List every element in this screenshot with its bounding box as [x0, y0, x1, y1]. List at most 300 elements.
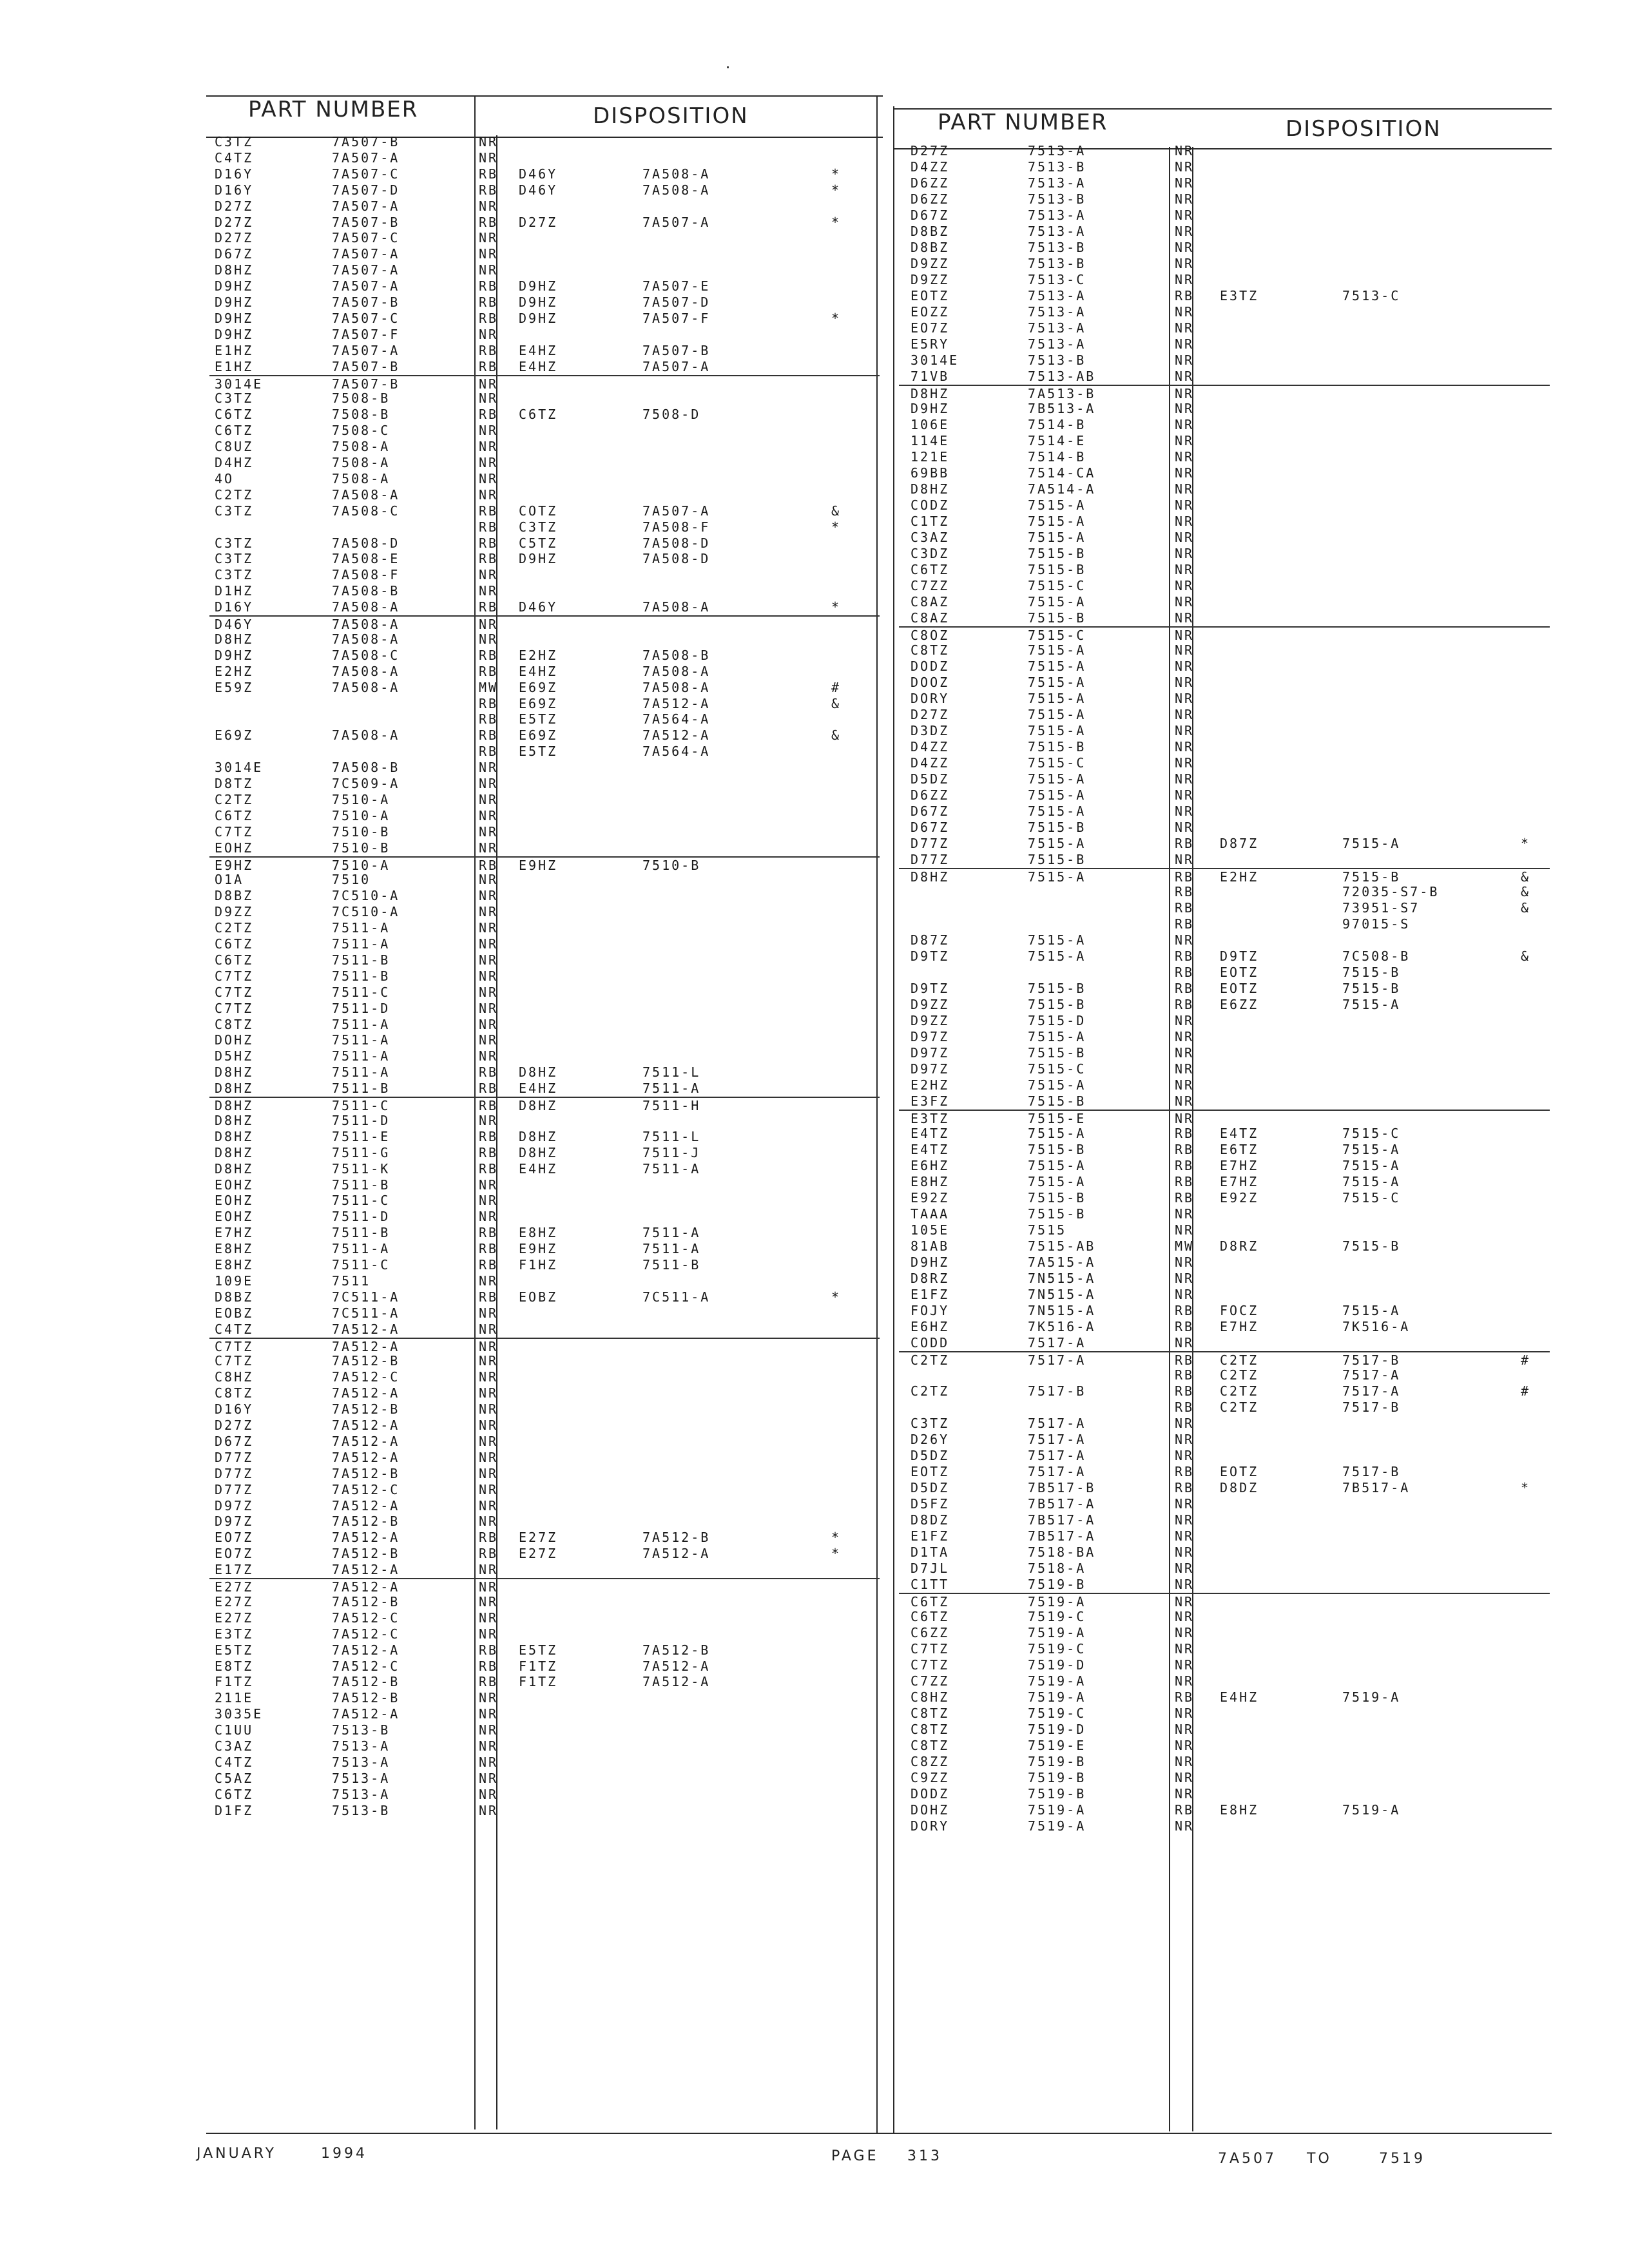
- code-cell: NR: [479, 1000, 499, 1016]
- basic-cell: 7B513-A: [1028, 401, 1096, 416]
- prefix-cell: E3TZ: [911, 1111, 950, 1126]
- code-cell: NR: [479, 583, 499, 599]
- prefix-cell: C6ZZ: [911, 1625, 950, 1640]
- prefix-cell: C3TZ: [215, 551, 254, 567]
- new-basic-cell: 7A508-B: [642, 647, 711, 663]
- basic-cell: 7515-B: [1028, 546, 1086, 561]
- table-row: [899, 1077, 1550, 1093]
- code-cell: NR: [1175, 207, 1195, 223]
- new-prefix-cell: F1HZ: [519, 1257, 558, 1273]
- table-row: [899, 997, 1550, 1013]
- basic-cell: 7A512-C: [332, 1626, 400, 1642]
- note-cell: *: [831, 166, 842, 182]
- basic-cell: 7519-A: [1028, 1689, 1086, 1705]
- prefix-cell: C3AZ: [911, 530, 950, 545]
- table-row: [209, 1754, 880, 1771]
- basic-cell: 7A512-B: [332, 1465, 400, 1481]
- center-divider-b: [893, 106, 894, 2133]
- table-row: [899, 1351, 1550, 1369]
- basic-cell: 7A515-A: [1028, 1254, 1096, 1270]
- basic-cell: 7513-A: [332, 1754, 390, 1770]
- table-row: [899, 836, 1550, 852]
- table-row: [899, 900, 1550, 916]
- prefix-cell: D9HZ: [911, 401, 950, 416]
- prefix-cell: E4TZ: [911, 1142, 950, 1157]
- code-cell: NR: [1175, 1561, 1195, 1576]
- new-basic-cell: 7517-A: [1342, 1367, 1401, 1383]
- code-cell: NR: [1175, 530, 1195, 545]
- table-row: [209, 680, 880, 696]
- basic-cell: 7511-C: [332, 1257, 390, 1273]
- table-row: [209, 343, 880, 359]
- note-cell: *: [831, 599, 842, 615]
- new-prefix-cell: E9HZ: [519, 1241, 558, 1257]
- basic-cell: 7511-E: [332, 1128, 390, 1144]
- table-row: [899, 1287, 1550, 1303]
- table-row: [209, 968, 880, 985]
- code-cell: NR: [479, 1738, 499, 1754]
- basic-cell: 7A508-C: [332, 647, 400, 663]
- new-basic-cell: 7515-A: [1342, 1303, 1401, 1318]
- prefix-cell: C6TZ: [215, 807, 254, 823]
- table-row: [899, 207, 1550, 224]
- code-cell: NR: [479, 567, 499, 583]
- code-cell: NR: [479, 1353, 499, 1369]
- prefix-cell: D8HZ: [911, 481, 950, 497]
- table-row: [209, 390, 880, 407]
- table-row: [899, 369, 1550, 385]
- table-row: [899, 191, 1550, 207]
- code-cell: NR: [1175, 417, 1195, 432]
- basic-cell: 7517-A: [1028, 1416, 1086, 1431]
- code-cell: RB: [479, 278, 499, 294]
- prefix-cell: DOHZ: [215, 1032, 254, 1048]
- code-cell: RB: [1175, 1802, 1195, 1818]
- basic-cell: 7515-B: [1028, 562, 1086, 577]
- new-basic-cell: 7515-A: [1342, 1158, 1401, 1173]
- code-cell: NR: [479, 1418, 499, 1433]
- prefix-cell: D4ZZ: [911, 755, 950, 771]
- prefix-cell: D9HZ: [215, 294, 254, 310]
- code-cell: NR: [1175, 1609, 1195, 1624]
- code-cell: NR: [1175, 546, 1195, 561]
- new-basic-cell: 7511-A: [642, 1225, 701, 1241]
- code-cell: NR: [479, 984, 499, 1000]
- new-prefix-cell: C2TZ: [1220, 1399, 1259, 1415]
- prefix-cell: D67Z: [911, 803, 950, 819]
- code-cell: NR: [1175, 1013, 1195, 1028]
- prefix-cell: C2TZ: [911, 1352, 950, 1368]
- table-row: [209, 808, 880, 824]
- table-row: [209, 1129, 880, 1145]
- table-row: [209, 1738, 880, 1754]
- code-cell: NR: [1175, 1786, 1195, 1802]
- new-prefix-cell: D9HZ: [519, 294, 558, 310]
- table-row: [899, 224, 1550, 240]
- basic-cell: 7508-B: [332, 390, 390, 407]
- new-basic-cell: 7510-B: [642, 857, 701, 873]
- note-cell: *: [831, 519, 842, 535]
- table-row: [209, 1001, 880, 1017]
- new-prefix-cell: E7HZ: [1220, 1319, 1259, 1334]
- note-cell: &: [831, 503, 842, 519]
- prefix-cell: E6HZ: [911, 1158, 950, 1173]
- code-cell: RB: [479, 310, 499, 326]
- footer-range-to-word: TO: [1307, 2151, 1332, 2167]
- code-cell: RB: [1175, 1142, 1195, 1157]
- code-cell: RB: [479, 166, 499, 182]
- basic-cell: 7A508-B: [332, 583, 400, 599]
- prefix-cell: D8HZ: [215, 1128, 254, 1144]
- code-cell: NR: [1175, 594, 1195, 610]
- code-cell: NR: [1175, 304, 1195, 320]
- code-cell: NR: [479, 1593, 499, 1610]
- code-cell: NR: [479, 486, 499, 503]
- prefix-cell: CODD: [911, 1335, 950, 1350]
- new-prefix-cell: E7HZ: [1220, 1158, 1259, 1173]
- basic-cell: 7515-A: [1028, 771, 1086, 787]
- prefix-cell: D9ZZ: [911, 997, 950, 1012]
- prefix-cell: D1HZ: [215, 583, 254, 599]
- basic-cell: 7515-C: [1028, 755, 1086, 771]
- code-cell: RB: [479, 503, 499, 519]
- prefix-cell: D8BZ: [215, 888, 254, 904]
- code-cell: NR: [1175, 642, 1195, 658]
- new-prefix-cell: E92Z: [1220, 1190, 1259, 1206]
- new-basic-cell: 7519-A: [1342, 1689, 1401, 1705]
- prefix-cell: C8UZ: [215, 439, 254, 455]
- left-parts-table: [209, 134, 880, 1841]
- table-row: [209, 1161, 880, 1177]
- table-row: [209, 1594, 880, 1610]
- code-cell: RB: [1175, 1174, 1195, 1189]
- new-basic-cell: 7A512-A: [642, 1658, 711, 1674]
- code-cell: NR: [479, 1305, 499, 1321]
- table-row: [209, 455, 880, 471]
- table-row: [209, 760, 880, 776]
- new-prefix-cell: E4HZ: [519, 1160, 558, 1177]
- basic-cell: 7515-C: [1028, 1061, 1086, 1077]
- table-row: [899, 1061, 1550, 1077]
- prefix-cell: C6TZ: [215, 423, 254, 439]
- new-basic-cell: 7517-A: [1342, 1383, 1401, 1399]
- basic-cell: 7A507-B: [332, 358, 400, 374]
- new-prefix-cell: E6ZZ: [1220, 997, 1259, 1012]
- prefix-cell: D27Z: [911, 707, 950, 722]
- basic-cell: 7A507-A: [332, 262, 400, 278]
- prefix-cell: D1FZ: [215, 1802, 254, 1818]
- basic-cell: 7517-A: [1028, 1335, 1086, 1350]
- table-row: [899, 771, 1550, 787]
- table-row: [209, 1193, 880, 1209]
- code-cell: RB: [1175, 1303, 1195, 1318]
- new-prefix-cell: COTZ: [519, 503, 558, 519]
- code-cell: RB: [479, 857, 499, 873]
- table-row: [209, 936, 880, 952]
- new-prefix-cell: C2TZ: [1220, 1383, 1259, 1399]
- code-cell: NR: [479, 904, 499, 920]
- prefix-cell: 3014E: [911, 352, 959, 368]
- new-prefix-cell: E2HZ: [519, 647, 558, 663]
- note-cell: *: [831, 1289, 842, 1305]
- new-prefix-cell: E5TZ: [519, 711, 558, 727]
- basic-cell: 7A508-C: [332, 503, 400, 519]
- code-cell: NR: [1175, 1061, 1195, 1077]
- table-row: [899, 1029, 1550, 1045]
- table-row: [899, 916, 1550, 932]
- basic-cell: 7515: [1028, 1222, 1067, 1238]
- prefix-cell: C2TZ: [911, 1383, 950, 1399]
- basic-cell: 7513-B: [1028, 240, 1086, 255]
- code-cell: NR: [1175, 191, 1195, 207]
- table-row: [899, 578, 1550, 594]
- code-cell: NR: [479, 1722, 499, 1738]
- basic-cell: 7515-C: [1028, 578, 1086, 593]
- code-cell: NR: [479, 1209, 499, 1225]
- basic-cell: 7510-A: [332, 857, 390, 873]
- new-basic-cell: 7A508-F: [642, 519, 711, 535]
- table-row: [209, 1113, 880, 1129]
- prefix-cell: D27Z: [215, 1418, 254, 1433]
- right-part-number-header: PART NUMBER: [938, 110, 1108, 135]
- code-cell: NR: [479, 230, 499, 246]
- prefix-cell: EOTZ: [911, 1464, 950, 1479]
- table-row: [899, 1448, 1550, 1464]
- basic-cell: 7511-B: [332, 952, 390, 968]
- code-cell: RB: [479, 535, 499, 551]
- prefix-cell: EOHZ: [215, 840, 254, 856]
- table-row: [209, 1530, 880, 1546]
- table-row: [899, 1512, 1550, 1528]
- basic-cell: 7517-A: [1028, 1432, 1086, 1447]
- prefix-cell: D7JL: [911, 1561, 950, 1576]
- basic-cell: 7N515-A: [1028, 1287, 1096, 1302]
- basic-cell: 7519-A: [1028, 1594, 1086, 1610]
- basic-cell: 7A507-C: [332, 166, 400, 182]
- code-cell: NR: [479, 1465, 499, 1481]
- table-row: [209, 1017, 880, 1033]
- prefix-cell: C2TZ: [215, 791, 254, 807]
- prefix-cell: D97Z: [215, 1497, 254, 1514]
- new-prefix-cell: E69Z: [519, 695, 558, 711]
- table-row: [209, 1241, 880, 1257]
- basic-cell: 7517-A: [1028, 1464, 1086, 1479]
- table-row: [209, 1450, 880, 1466]
- new-prefix-cell: E4HZ: [1220, 1689, 1259, 1705]
- prefix-cell: DODZ: [911, 658, 950, 674]
- code-cell: NR: [1175, 562, 1195, 577]
- prefix-cell: C1UU: [215, 1722, 254, 1738]
- prefix-cell: C4TZ: [215, 1754, 254, 1770]
- new-basic-cell: 7A512-A: [642, 1674, 711, 1690]
- code-cell: NR: [1175, 755, 1195, 771]
- new-basic-cell: 7508-D: [642, 407, 701, 423]
- basic-cell: 7511-D: [332, 1209, 390, 1225]
- prefix-cell: D97Z: [911, 1045, 950, 1061]
- prefix-cell: E59Z: [215, 679, 254, 695]
- prefix-cell: 105E: [911, 1222, 950, 1238]
- prefix-cell: EOHZ: [215, 1209, 254, 1225]
- code-cell: NR: [1175, 497, 1195, 513]
- prefix-cell: EO7Z: [215, 1530, 254, 1546]
- code-cell: NR: [1175, 352, 1195, 368]
- table-row: [209, 1418, 880, 1434]
- table-row: [899, 1158, 1550, 1174]
- table-row: [209, 696, 880, 712]
- prefix-cell: E2HZ: [215, 663, 254, 679]
- basic-cell: 7515-B: [1028, 981, 1086, 996]
- basic-cell: 7513-A: [332, 1738, 390, 1754]
- code-cell: RB: [1175, 1126, 1195, 1141]
- table-row: [209, 439, 880, 455]
- code-cell: NR: [1175, 272, 1195, 287]
- prefix-cell: D77Z: [215, 1465, 254, 1481]
- prefix-cell: C6TZ: [215, 936, 254, 952]
- basic-cell: 7508-B: [332, 407, 390, 423]
- code-cell: RB: [479, 407, 499, 423]
- prefix-cell: E3FZ: [911, 1093, 950, 1109]
- basic-cell: 7A512-B: [332, 1593, 400, 1610]
- prefix-cell: D5DZ: [911, 1480, 950, 1495]
- code-cell: NR: [1175, 514, 1195, 529]
- prefix-cell: D16Y: [215, 1401, 254, 1418]
- prefix-cell: E1HZ: [215, 342, 254, 358]
- table-row: [209, 583, 880, 599]
- left-part-number-header: PART NUMBER: [248, 97, 419, 122]
- new-basic-cell: 7A508-D: [642, 535, 711, 551]
- code-cell: RB: [479, 1128, 499, 1144]
- table-row: [899, 352, 1550, 369]
- prefix-cell: C7TZ: [911, 1641, 950, 1657]
- prefix-cell: D27Z: [911, 143, 950, 159]
- table-row: [209, 423, 880, 439]
- table-row: [209, 888, 880, 904]
- table-row: [209, 1064, 880, 1081]
- prefix-cell: E5RY: [911, 336, 950, 352]
- table-row: [899, 320, 1550, 336]
- prefix-cell: E4TZ: [911, 1126, 950, 1141]
- code-cell: NR: [479, 1562, 499, 1578]
- code-cell: NR: [1175, 1111, 1195, 1126]
- prefix-cell: 71VB: [911, 369, 950, 384]
- code-cell: RB: [479, 1081, 499, 1097]
- table-row: [209, 1081, 880, 1097]
- table-row: [209, 230, 880, 246]
- table-row: [209, 487, 880, 503]
- code-cell: NR: [479, 1016, 499, 1032]
- code-cell: NR: [1175, 610, 1195, 626]
- code-cell: NR: [479, 1385, 499, 1401]
- new-basic-cell: 7A512-B: [642, 1642, 711, 1658]
- basic-cell: 7C510-A: [332, 888, 400, 904]
- table-row: [209, 262, 880, 278]
- new-prefix-cell: D8HZ: [519, 1144, 558, 1160]
- basic-cell: 7519-C: [1028, 1641, 1086, 1657]
- new-basic-cell: 7511-J: [642, 1144, 701, 1160]
- table-row: [209, 1546, 880, 1562]
- prefix-cell: C3TZ: [911, 1416, 950, 1431]
- code-cell: RB: [1175, 900, 1195, 916]
- basic-cell: 7514-CA: [1028, 465, 1096, 481]
- code-cell: NR: [479, 1626, 499, 1642]
- prefix-cell: TAAA: [911, 1206, 950, 1222]
- code-cell: NR: [1175, 1432, 1195, 1447]
- prefix-cell: C6TZ: [911, 562, 950, 577]
- basic-cell: 7513-B: [1028, 352, 1086, 368]
- code-cell: NR: [1175, 1077, 1195, 1093]
- table-row: [209, 1706, 880, 1722]
- table-row: [209, 1771, 880, 1787]
- new-prefix-cell: EOTZ: [1220, 965, 1259, 980]
- prefix-cell: C8TZ: [911, 642, 950, 658]
- new-basic-cell: 7A508-A: [642, 182, 711, 198]
- new-basic-cell: 7A512-A: [642, 727, 711, 744]
- prefix-cell: E1FZ: [911, 1528, 950, 1544]
- prefix-cell: E27Z: [215, 1610, 254, 1626]
- code-cell: NR: [479, 1610, 499, 1626]
- table-row: [209, 1674, 880, 1690]
- table-row: [209, 1032, 880, 1048]
- basic-cell: 7515-A: [1028, 530, 1086, 545]
- table-row: [209, 872, 880, 888]
- code-cell: NR: [479, 1401, 499, 1418]
- basic-cell: 7510-B: [332, 840, 390, 856]
- basic-cell: 7514-B: [1028, 417, 1086, 432]
- table-row: [209, 1048, 880, 1064]
- table-row: [209, 278, 880, 294]
- prefix-cell: C7TZ: [215, 968, 254, 984]
- note-cell: *: [1521, 1480, 1531, 1495]
- prefix-cell: EOZZ: [911, 304, 950, 320]
- code-cell: NR: [479, 888, 499, 904]
- table-row: [899, 1496, 1550, 1512]
- code-cell: RB: [479, 727, 499, 744]
- prefix-cell: 114E: [911, 433, 950, 448]
- prefix-cell: D8HZ: [215, 262, 254, 278]
- prefix-cell: 69BB: [911, 465, 950, 481]
- table-row: [209, 359, 880, 375]
- basic-cell: 7515-A: [1028, 514, 1086, 529]
- basic-cell: 7A512-A: [332, 1642, 400, 1658]
- new-basic-cell: 97015-S: [1342, 916, 1411, 932]
- code-cell: NR: [479, 1338, 499, 1354]
- new-prefix-cell: D8HZ: [519, 1098, 558, 1113]
- new-basic-cell: 7515-A: [1342, 836, 1401, 851]
- prefix-cell: E69Z: [215, 727, 254, 744]
- prefix-cell: D8BZ: [215, 1289, 254, 1305]
- new-prefix-cell: E4HZ: [519, 358, 558, 374]
- table-row: [899, 240, 1550, 256]
- prefix-cell: C3TZ: [215, 390, 254, 407]
- prefix-cell: EOTZ: [911, 288, 950, 303]
- code-cell: NR: [479, 246, 499, 262]
- note-cell: *: [1521, 836, 1531, 851]
- code-cell: NR: [479, 1706, 499, 1722]
- code-cell: NR: [1175, 240, 1195, 255]
- basic-cell: 7A508-D: [332, 535, 400, 551]
- table-row: [209, 1289, 880, 1305]
- basic-cell: 7A512-B: [332, 1674, 400, 1690]
- table-row: [209, 1578, 880, 1595]
- right-disposition-header: DISPOSITION: [1286, 116, 1441, 142]
- code-cell: RB: [479, 647, 499, 663]
- code-cell: NR: [479, 390, 499, 407]
- prefix-cell: D77Z: [911, 836, 950, 851]
- prefix-cell: D9HZ: [215, 647, 254, 663]
- basic-cell: 7B517-B: [1028, 1480, 1096, 1495]
- new-prefix-cell: E5TZ: [519, 1642, 558, 1658]
- prefix-cell: D16Y: [215, 599, 254, 615]
